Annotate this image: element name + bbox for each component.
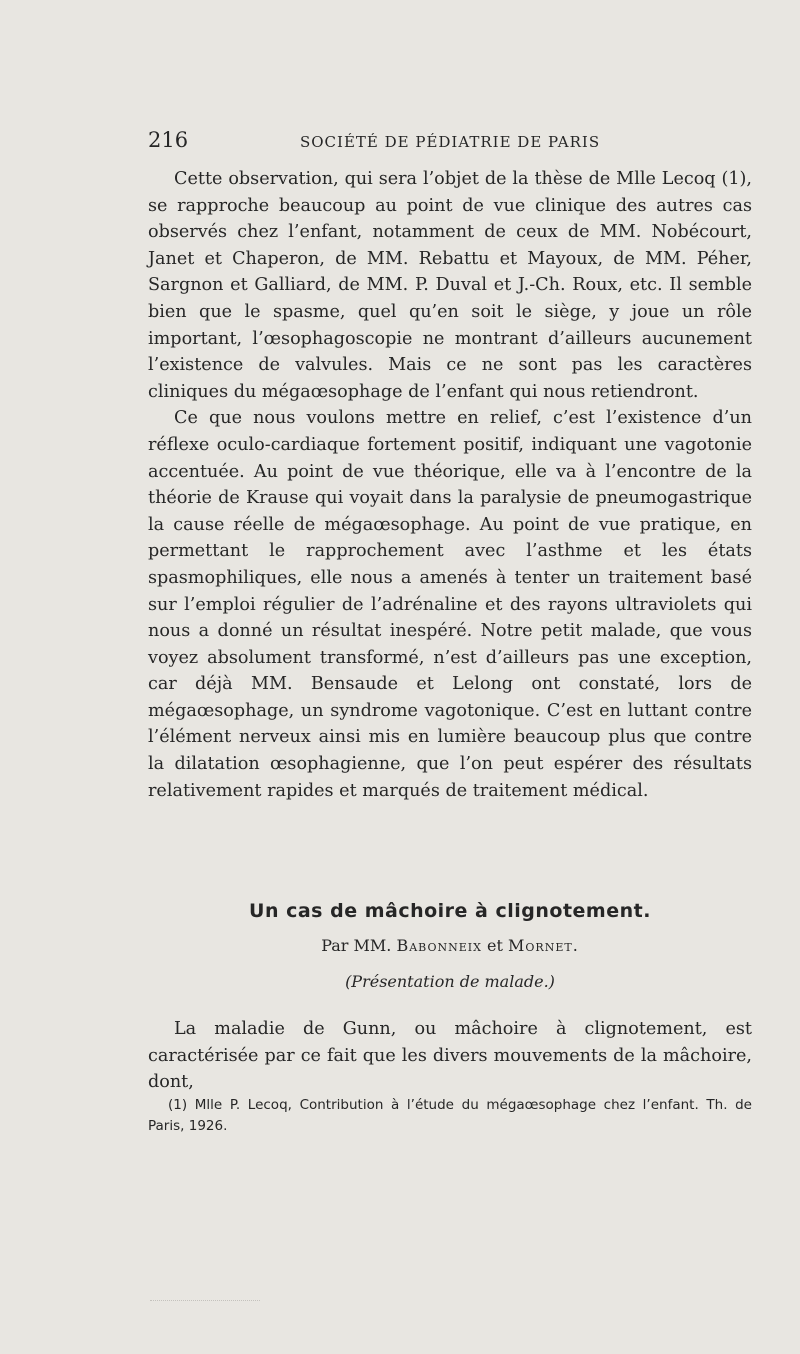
footnote-text: (1) Mlle P. Lecoq, Contribution à l’étude du mégaœsophage chez l’enfant. Th. de Paris, 1926.: [148, 1097, 752, 1134]
paragraph-observation: Cette observation, qui sera l’objet de la thèse de Mlle Lecoq (1), se rapproche beaucoup au point de vue clinique des autres cas observés chez l’enfant, notamment de ceux de MM. Nobécourt, Janet et Chaperon, de MM. Rebattu et Mayoux, de MM. Péher, Sargnon et Galliard, de MM. P. Duval et J.-Ch. Roux, etc. Il semble bien que le spasme, quel qu’en soit le siège, y joue un rôle important, l’œsophagoscopie ne montrant d’ailleurs aucunement l’existence de valvules. Mais ce ne sont pas les caractères cliniques du mégaœsophage de l’enfant qui nous retiendront.: [148, 169, 752, 402]
article-title: Un cas de mâchoire à clignotement.: [249, 900, 651, 922]
main-text: [148, 166, 752, 804]
running-title: SOCIÉTÉ DE PÉDIATRIE DE PARIS: [299, 133, 601, 151]
author-mornet: Mornet.: [508, 936, 579, 955]
article-authors: [148, 936, 752, 955]
paper-speck: [150, 1300, 260, 1303]
article-text: [148, 1016, 752, 1096]
page-number: 216: [148, 128, 189, 152]
footnote: [148, 1095, 752, 1137]
author-babonneix: Babonneix: [396, 936, 482, 955]
authors-join: et: [487, 936, 503, 955]
paragraph-reflexe: Ce que nous voulons mettre en relief, c’est l’existence d’un réflexe oculo-cardiaque fortement positif, indiquant une vagotonie accentuée. Au point de vue théorique, elle va à l’encontre de la théorie de Krause qui voyait dans la paralysie de pneumogastrique la cause réelle de mégaœsophage. Au point de vue pratique, en permettant le rapprochement avec l’asthme et les états spasmophiliques, elle nous a amenés à tenter un traitement basé sur l’emploi régulier de l’adrénaline et des rayons ultraviolets qui nous a donné un résultat inespéré. Notre petit malade, que vous voyez absolument transformé, n’est d’ailleurs pas une exception, car déjà MM. Bensaude et Lelong ont constaté, lors de mégaœsophage, un syndrome vagotonique. C’est en luttant contre l’élément nerveux ainsi mis en lumière beaucoup plus que contre la dilatation œsophagienne, que l’on peut espérer des résultats relativement rapides et marqués de traitement médical.: [148, 408, 752, 801]
paragraph-gunn: La maladie de Gunn, ou mâchoire à clignotement, est caractérisée par ce fait que les divers mouvements de la mâchoire, dont,: [148, 1019, 752, 1093]
presentation-note: (Présentation de malade.): [345, 972, 555, 991]
running-head: [148, 128, 752, 152]
authors-prefix: Par MM.: [321, 936, 392, 955]
